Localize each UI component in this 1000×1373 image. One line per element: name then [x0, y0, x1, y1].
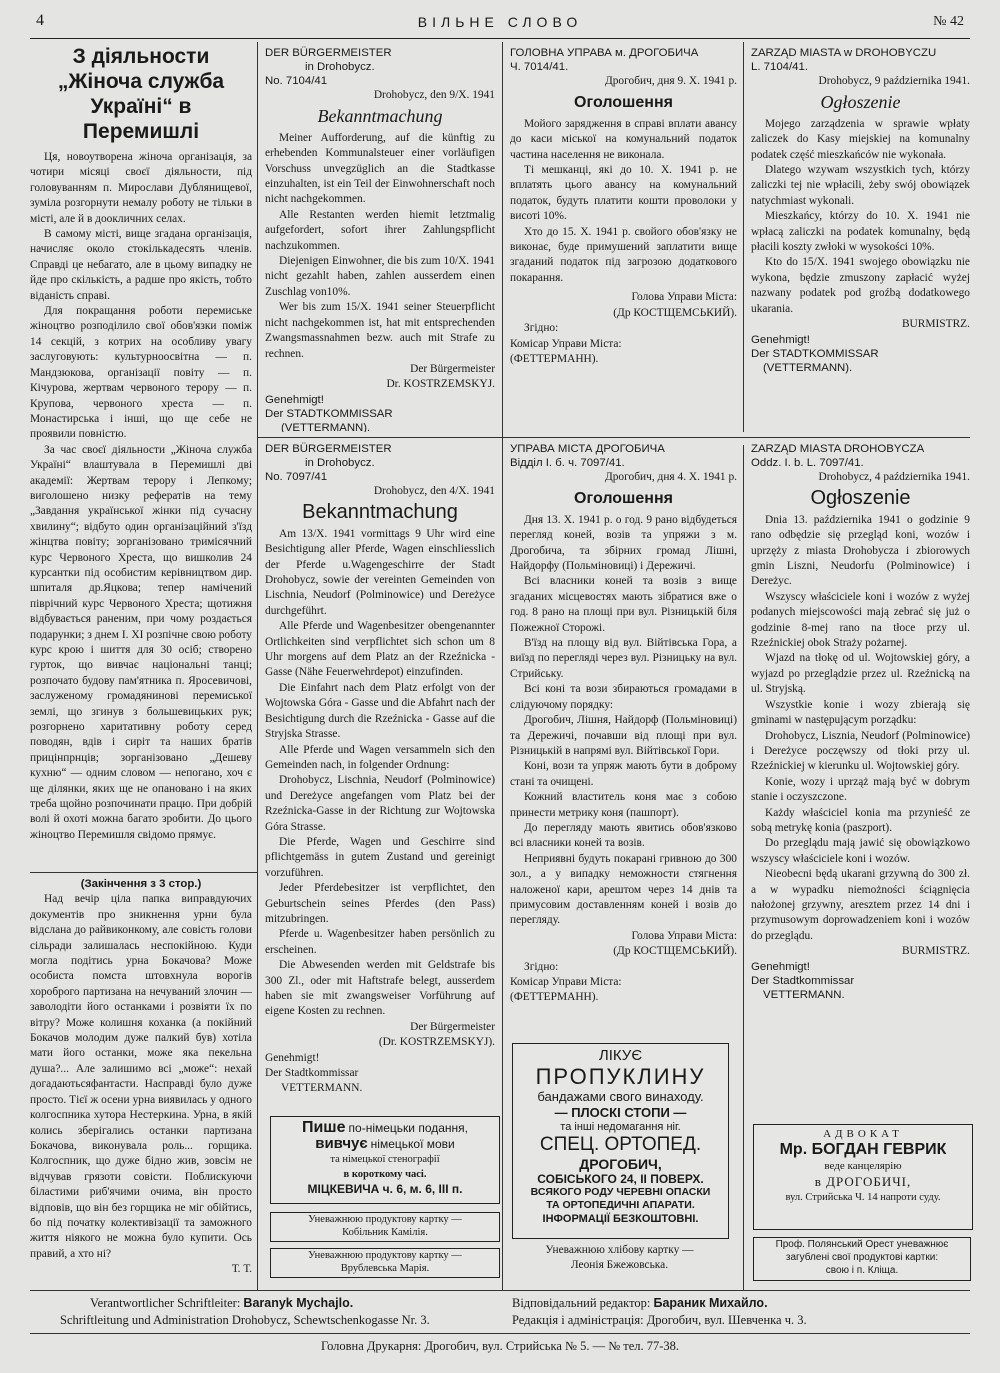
notice-line: Уневажнюю продуктову картку — — [308, 1250, 462, 1261]
ad-line: ТА ОРТОПЕДИЧНІ АПАРАТИ. — [546, 1199, 695, 1211]
ad-line: — ПЛОСКІ СТОПИ — — [554, 1105, 687, 1120]
column-divider — [257, 42, 258, 1290]
notice-date: Drohobycz, den 4/X. 1941 — [373, 485, 495, 497]
notice-paragraph: Коні, вози та упряж мають бути в доброму стані та очищені. — [510, 760, 737, 788]
notice-paragraph: Die Einfahrt nach dem Platz erfolgt von der Wojtowska Góra - Gasse und die Abfahrt nach der Besichtigung durch die Rzeźnicka - Gasse auf die Stryjska Strasse. — [265, 681, 495, 741]
footer-divider — [30, 1333, 970, 1334]
footer-editor-label: Відповідальний редактор: — [512, 1296, 651, 1310]
notice-paragraph: Alle Pferde und Wagenbesitzer obengenannter Ortlichkeiten sind verpflichtet sich schon um 8 Uhr morgens auf dem Platz an der Rzeźnicka - Gasse (Nähe Feuerwehrdepot) einzufinden. — [265, 620, 495, 679]
notice-paragraph: Drohobycz, Lisznia, Neudorf (Polminowice) i Dereżyce poczęwszy od tłoki przy ul. Rzeźnickiej w kierunku ul. Wojtowskiej góry. — [751, 729, 970, 773]
footer-editor-name: Бараник Михайло. — [653, 1296, 768, 1310]
footer-editor-label: Verantwortlicher Schriftleiter: — [90, 1296, 241, 1310]
notice-paragraph: Jeder Pferdebesitzer ist verpflichtet, den Geburtschein seines Pferdes (den Pass) mitzubringen. — [265, 882, 495, 925]
notice-commissar-title: Комісар Управи Міста: — [510, 337, 622, 350]
ad-lawyer — [753, 1124, 973, 1230]
notice-heading: Ogłoszenie — [810, 487, 911, 510]
notice-uk-horses — [510, 442, 737, 1032]
notice-authority: ZARZĄD MIASTA DROHOBYCZA — [751, 443, 925, 455]
notice-paragraph: Do przeglądu mają jawić się obowiązkowo wszyscy właściciele koni i wozów. — [751, 837, 970, 865]
section-divider — [257, 437, 502, 438]
footer-divider — [30, 1290, 970, 1291]
continuation-signature: Т. Т. — [231, 1263, 252, 1276]
footer-editor-name: Baranyk Mychajlo. — [243, 1296, 354, 1310]
notice-paragraph: Alle Restanten werden hiemit letztmalig aufgefordert, sofort ihrer Zahlungspflicht nachzukommen. — [265, 208, 495, 252]
notice-line: свою і п. Кліща. — [825, 1265, 899, 1276]
ad-line: по-німецьки подання, — [348, 1121, 469, 1135]
notice-approved: Genehmigt! — [751, 960, 810, 973]
notice-sign-name: (Др КОСТЩЕМСЬКИЙ). — [613, 945, 737, 958]
section-divider — [502, 437, 970, 438]
notice-heading: Оголошення — [574, 490, 673, 508]
notice-commissar-name: (ФЕТТЕРМАНН). — [510, 991, 599, 1004]
notice-place: in Drohobycz. — [305, 457, 375, 469]
article-title: З діяльности „Жіноча служба Україні“ в Перемишлі — [57, 45, 225, 143]
ad-line: ВСЯКОГО РОДУ ЧЕРЕВНІ ОПАСКИ — [530, 1186, 711, 1198]
notice-paragraph: Mieszkańcy, którzy do 10. X. 1941 nie wpłacą zaliczki na podatek komunalny, będą płacili koszty zwłoki w wysokości 10%. — [751, 210, 970, 254]
issue-number: № 42 — [933, 14, 964, 29]
notice-date: Drohobycz, den 9/X. 1941 — [373, 89, 495, 101]
article-paragraph: Для покращання роботи перемиське жіноцтво розподілило свої обов'язки поміж 14 секцій, з котрих на особливу увагу заслуговують: культурноосвітна — п. Мандзюкова, організації повіту — п. Кічурова, жертвам червоного терору — п. Крупова, червоного хреста — п. Монастирська і інші, що ще себе не проявили повністю. — [30, 305, 252, 441]
notice-pl-horses — [751, 442, 970, 1122]
notice-date: Drohobycz, 9 października 1941. — [818, 75, 970, 87]
notice-commissar-title: Der STADTKOMMISSAR — [751, 347, 879, 360]
masthead: ВІЛЬНЕ СЛОВО — [417, 14, 583, 30]
notice-sign-name: Dr. KOSTRZEMSKYJ. — [386, 378, 495, 391]
notice-paragraph: Meiner Aufforderung, auf die künftig zu erhebenden Kommunalsteuer einer vorläufigen Vorschuss unvegzüglich an die Stadtkasse einzuhalten, ist ein Teil der Einwohnerschaft noch nicht nachgekommen. — [265, 131, 495, 206]
notice-paragraph: Ті мешканці, які до 10. X. 1941 р. не вплатять цього авансу на комунальний податок, будуть платити кошти проволоки у висоті 10%. — [510, 164, 737, 223]
notice-paragraph: Drohobycz, Lischnia, Neudorf (Polminowice) und Dereżyce angefangen vom Platz bei der Rzeźnicka-Gasse in der Richtung zur Wojtowska Góra Strasse. — [265, 774, 495, 833]
notice-commissar-title: Der Stadtkommissar — [265, 1067, 359, 1080]
article-continuation — [30, 877, 252, 1285]
ad-line: АДВОКАТ — [823, 1128, 903, 1140]
notice-authority: DER BÜRGERMEISTER — [265, 47, 392, 59]
ad-line: ПРОПУКЛИНУ — [535, 1064, 706, 1089]
notice-approved: Згідно: — [524, 322, 559, 335]
ad-hernia — [512, 1043, 729, 1239]
notice-paragraph: Kto do 15/X. 1941 swojego obowiązku nie wykona, będzie zmuszony zapłacić wyżej nazwany podatek pod groźbą dodatkowego ukarania. — [751, 256, 970, 315]
notice-line: Леонія Бжежовська. — [570, 1259, 669, 1272]
notice-paragraph: Всі власники коней та возів з вище згаданих місцевостях мають зібратися вже о год. 8 рано на площі при вул. Різницькій біля Пожежної Сторожі. — [510, 575, 737, 634]
section-divider — [30, 872, 257, 873]
notice-line: Проф. Полянський Орест уневажнює — [775, 1239, 949, 1250]
notice-uk-tax — [510, 46, 737, 432]
notice-sign-name: BURMISTRZ. — [901, 318, 970, 331]
notice-paragraph: До перегляду мають явитись обов'язково всі власники коней та возів. — [510, 821, 737, 850]
notice-commissar-name: (ФЕТТЕРМАНН). — [510, 352, 599, 365]
article-women-service — [30, 44, 252, 870]
ad-line: німецької мови — [370, 1137, 455, 1151]
notice-commissar-name: (VETTERMANN). — [763, 361, 853, 374]
notice-paragraph: Każdy właściciel konia ma przynieść ze sobą metrykę konia (paszport). — [751, 806, 970, 834]
notice-approved: Genehmigt! — [751, 333, 810, 346]
column-divider — [743, 445, 744, 1290]
ad-line: Мр. БОГДАН ГЕВРИК — [779, 1141, 947, 1158]
notice-number: No. 7097/41 — [265, 471, 328, 483]
notice-paragraph: В'їзд на площу від вул. Війтівська Гора, а виїзд по перегляді через вул. Різницьку на вул. Стрийську. — [510, 637, 737, 680]
notice-line: Уневажнюю продуктову картку — — [308, 1214, 462, 1225]
ad-line: веде канцелярію — [824, 1160, 902, 1172]
notice-sign-title: Der Bürgermeister — [410, 1020, 495, 1033]
ad-translation — [270, 1116, 500, 1204]
notice-paragraph: Die Abwesenden werden mit Geldstrafe bis 300 Zl., oder mit Haftstrafe belegt, ausserdem haben sie mit zwangsweiser Vorführung auf eigene Kosten zu rechnen. — [265, 959, 495, 1018]
notice-paragraph: Wer bis zum 15/X. 1941 seiner Steuerpflicht nicht nachgekommen ist, hat mit entsprechenden Zwangsmassnahmen bezw. auch mit Strafe zu rechnen. — [265, 301, 495, 360]
notice-paragraph: Дня 13. X. 1941 р. о год. 9 рано відбудеться перегляд коней, возів та упряжи з м. Дрогобича, та збірних громад Лішні, Найдорфу (Польміновиці) і Дережичі. — [510, 513, 737, 573]
page-header — [30, 8, 970, 39]
ad-line: ІНФОРМАЦІЇ БЕЗКОШТОВНІ. — [542, 1213, 699, 1225]
article-paragraph: Ця, новоутворена жіноча організація, за чотири місяці своєї діяльности, під головуванням п. Мирослави Дублянищевої, зуміла розгорнути немалу роботу не тільки в місті, але й в доокличних селах. — [30, 151, 252, 225]
footer-address: Редакція і адміністрація: Дрогобич, вул. Шевченка ч. 3. — [512, 1313, 807, 1327]
notice-number: Oddz. I. b. L. 7097/41. — [751, 457, 864, 469]
notice-commissar-name: VETTERMANN. — [281, 1082, 363, 1095]
notice-paragraph: Dlatego wzywam wszystkich tych, którzy zaliczki tej nie wpłacili, żeby swój obowiązek natychmiast wykonali. — [751, 164, 970, 207]
notice-sign-name: BURMISTRZ. — [901, 945, 970, 958]
footer-address: Schriftleitung und Administration Drohobycz, Schewtschenkogasse Nr. 3. — [60, 1313, 430, 1327]
lost-card-notice — [753, 1237, 971, 1281]
notice-approved: Genehmigt! — [265, 393, 324, 406]
notice-sign-name: (Dr. KOSTRZEMSKYJ). — [378, 1036, 495, 1049]
notice-authority: УПРАВА МІСТА ДРОГОБИЧА — [510, 443, 665, 455]
notice-line: Кобільник Камілія. — [342, 1227, 428, 1238]
notice-line: Врублевська Марія. — [340, 1263, 430, 1274]
notice-paragraph: Wszyscy właściciele koni i wozów z wyżej podanych miejscowości mają zebrać się już o godzinie 8-mej rano na tłoce przy ul. Rzeźnickiej obok Straży pożarnej. — [751, 590, 970, 650]
footer-printer: Головна Друкарня: Дрогобич, вул. Стрийська № 5. — № тел. 77-38. — [320, 1339, 680, 1353]
notice-sign-name: (Др КОСТЩЕМСЬКИЙ). — [613, 306, 737, 319]
notice-heading: Bekanntmachung — [317, 106, 443, 127]
notice-number: L. 7104/41. — [751, 61, 809, 73]
notice-de-horses — [265, 442, 495, 1110]
article-paragraph: В самому місті, вище згадана організація, начисляє около стокількадесять членів. Справді це небагато, але в цьому випадку не йде про скількість, а радше про якість, тобто віданість справі. — [30, 228, 252, 302]
notice-commissar-title: Der STADTKOMMISSAR — [265, 407, 393, 420]
notice-heading: Ogłoszenie — [820, 92, 901, 113]
notice-paragraph: Дрогобич, Лішня, Найдорф (Польміновиці) та Дережичі, почавши від площі при вул. Різницькій в напрямі вул. Війтівської Гори. — [510, 714, 737, 757]
notice-heading: Bekanntmachung — [302, 501, 458, 524]
notice-number: Відділ І. б. ч. 7097/41. — [510, 457, 625, 469]
notice-paragraph: Pferde u. Wagenbesitzer haben persönlich zu erscheinen. — [265, 928, 495, 956]
notice-paragraph: Хто до 15. X. 1941 р. свойого обов'язку не виконає, буде примушений заплатити вище згаданий податок під загрозою додаткового покарання. — [510, 225, 737, 284]
notice-paragraph: Wszystkie konie i wozy zbierają się gminami w następującym porządku: — [751, 698, 970, 727]
notice-paragraph: Nieobecni będą ukarani grzywną do 300 zł. a w wypadku niemożności ściągnięcia nałożonej grzywny, aresztem przez 14 dni i przymusowym doprowadzeniem koni i wozów do przeglądu. — [751, 868, 970, 942]
notice-paragraph: Am 13/X. 1941 vormittags 9 Uhr wird eine Besichtigung aller Pferde, Wagen einschliesslich der Pferde u.Wagengeschirre der Stadt Drohobycz, sowie der vereinten Gemeinden von Lischnia, Neudorf (Polminowice) und Dereżyce durchgeführt. — [265, 527, 495, 617]
lost-card-notice — [512, 1243, 727, 1283]
ad-line: ДРОГОБИЧ, — [579, 1156, 662, 1172]
notice-paragraph: Wjazd na tłokę od ul. Wojtowskiej góry, a wyjazd po przeglądzie przez ul. Rzeźnicką na ul. Stryjską. — [751, 652, 970, 696]
column-divider — [502, 42, 503, 1290]
notice-paragraph: Diejenigen Einwohner, die bis zum 10/X. 1941 nicht gezahlt haben, zahlen ausserdem einen Zuschlag von10%. — [265, 255, 495, 298]
notice-paragraph: Кожний властитель коня має з собою принести метрику коня (пашпорт). — [510, 791, 737, 819]
notice-de-tax — [265, 46, 495, 432]
ad-line: ЛІКУЄ — [598, 1047, 643, 1064]
notice-number: No. 7104/41 — [265, 75, 328, 87]
notice-paragraph: Всі коні та вози збираються громадами в слідуючому порядку: — [510, 683, 737, 711]
notice-authority: ГОЛОВНА УПРАВА м. ДРОГОБИЧА — [510, 47, 699, 59]
notice-date: Drohobycz, 4 października 1941. — [818, 471, 970, 483]
ad-line: вул. Стрийська Ч. 14 напроти суду. — [785, 1192, 941, 1203]
notice-approved: Genehmigt! — [265, 1051, 320, 1064]
footer-german — [60, 1295, 500, 1329]
lost-card-notice — [270, 1248, 500, 1278]
notice-sign-title: Голова Управи Міста: — [631, 929, 737, 942]
notice-line: загублені свої продуктові картки: — [785, 1252, 939, 1263]
column-divider — [743, 42, 744, 432]
notice-sign-title: Der Bürgermeister — [410, 362, 495, 375]
notice-paragraph: Mojego zarządzenia w sprawie wpłaty zaliczek do Kasy miejskiej na komunalny podatek część mieszkańców nie wykonała. — [751, 117, 970, 161]
notice-date: Дрогобич, дня 4. X. 1941 р. — [604, 471, 737, 483]
notice-paragraph: Мойого зарядження в справі вплати авансу до каси міської на комунальний податок частина населення не виконала. — [510, 117, 737, 161]
notice-date: Дрогобич, дня 9. X. 1941 р. — [604, 75, 737, 87]
ad-line: МІЦКЕВИЧА ч. 6, м. 6, III п. — [307, 1182, 463, 1196]
ad-line: Пише — [301, 1119, 346, 1136]
ad-line: та інші недомагання ніг. — [560, 1121, 681, 1133]
ad-line: та німецької стенографії — [330, 1154, 440, 1165]
notice-commissar-title: Der Stadtkommissar — [751, 974, 855, 987]
notice-heading: Оголошення — [574, 94, 673, 112]
ad-line: в ДРОГОБИЧІ, — [814, 1174, 912, 1189]
notice-paragraph: Konie, wozy i uprząż mają być w dobrym stanie i oczyszczone. — [751, 775, 970, 804]
continuation-label: (Закінчення з 3 стор.) — [80, 878, 202, 890]
notice-line: Уневажнюю хлібову картку — — [545, 1244, 694, 1256]
notice-place: in Drohobycz. — [305, 61, 375, 73]
notice-pl-tax — [751, 46, 970, 432]
notice-commissar-name: VETTERMANN. — [763, 988, 845, 1001]
ad-line: бандажами свого винаходу. — [537, 1089, 704, 1104]
ad-line: СПЕЦ. ОРТОПЕД. — [539, 1134, 702, 1155]
notice-commissar-title: Комісар Управи Міста: — [510, 976, 622, 988]
ad-line: вивчує — [315, 1135, 368, 1152]
notice-paragraph: Dnia 13. października 1941 o godzinie 9 rano odbędzie się przegląd koni, wozów i uprzęży z miasta Drohobycza i zbiorowych gmin Liszni, Neudorfu (Polminowice) i Dereżyc. — [751, 513, 970, 588]
lost-card-notice — [270, 1212, 500, 1242]
page-number: 4 — [36, 12, 44, 29]
article-paragraph: За час своєї діяльности „Жіноча служба Україні“ влаштувала в Перемишлі дві академії: Жертвам терору і Лепкому; виголошено низку рефератів на тему „Завдання української жінки під сучасну хвилину“; відбуто один організаційний з'їзд жінцтва повіту; зорганізовано тримісячний курс Червоного Хреста, що вишколив 24 курсантки під особистим керівництвом дир. шпиталя др.Яцкова; тепер намічений піврічний курс Червоного Хреста; щотижня відбувається раненим, при чому роздається подарунки; з днем І. XI розпічне свою роботу курс крою і шиття для 30 осіб; створено гурток, що вивчає національні танці; розпочато будову пам'ятника п. Яросевичові, заслуженому громадянинові перемиської землі, що згинув з большевицьких рук; розгорнено харитативну роботу серед поводян, вдів і сиріт та наших братів прицінпрнців; зорганізовано „Дешеву кухню“ — одним словом — непогано, хоч є ще ділянки, яких ще не опановано і на яких треба щойно розпочинати працю. При добрій волі й охоті можна багато зробити. До цього жіноцтво Перемишля свідомо прямує. — [30, 443, 252, 841]
notice-paragraph: Alle Pferde und Wagen versammeln sich den Gemeinden nach, in folgender Ordnung: — [265, 743, 495, 771]
ad-line: СОБІСЬКОГО 24, II ПОВЕРХ. — [537, 1172, 704, 1186]
ad-line: в короткому часі. — [343, 1169, 427, 1180]
notice-paragraph: Die Pferde, Wagen und Geschirre sind pflichtgemäss in gutem Zustand und gereinigt vorzuführen. — [265, 835, 495, 879]
notice-authority: DER BÜRGERMEISTER — [265, 443, 392, 455]
continuation-text: Над вечір ціла папка виправдуючих документів про зникнення урни була відслана до райвиконкому, але совість голови сільради залишалась неспокійною. Куди могла подітись урна Бокачова? Може особиста помста штовхнула ворогів хороброго партизана на нечуваний злочин — заволодіти його останками і розвіяти їх по вітру? Може колишня коханка (а покійний Бокачов молодим дуже палкий був) хотіла мати його останки, може яка пекельна душа?... Але залишимо всі „може“: нехай догадаютьсяфантасти. Насправді було дуже просто. Тієї ж осени урна виявилась у одного колгоспника хутора Нестеркина. Урна, в якій колись зберігались останки партизана Бокачова, виконувала роль... горщика. Колгоспник, що дуже бідно жив, зовсім не відчував грязоти совісти. Поблискуючи біластими риб'ячими очима, він просто відповів, що він без горщика не міг обійтись, бо під початку колективізації та заможного життя ніякого не можна було купити. Ось правий, а хто ні? — [30, 893, 252, 1260]
notice-paragraph: Неприявні будуть покарані гривною до 300 зол., а у випадку неможности стягнення наложеної кари, арештом через 14 днів та примусовим доставленням коней і возів до перегляду. — [510, 852, 737, 927]
notice-sign-title: Голова Управи Міста: — [631, 291, 737, 304]
notice-approved: Згідно: — [524, 960, 559, 973]
notice-commissar-name: (VETTERMANN). — [281, 421, 371, 432]
footer-ukrainian — [512, 1295, 962, 1329]
notice-authority: ZARZĄD MIASTA w DROHOBYCZU — [751, 47, 937, 59]
notice-number: Ч. 7014/41. — [510, 61, 569, 73]
